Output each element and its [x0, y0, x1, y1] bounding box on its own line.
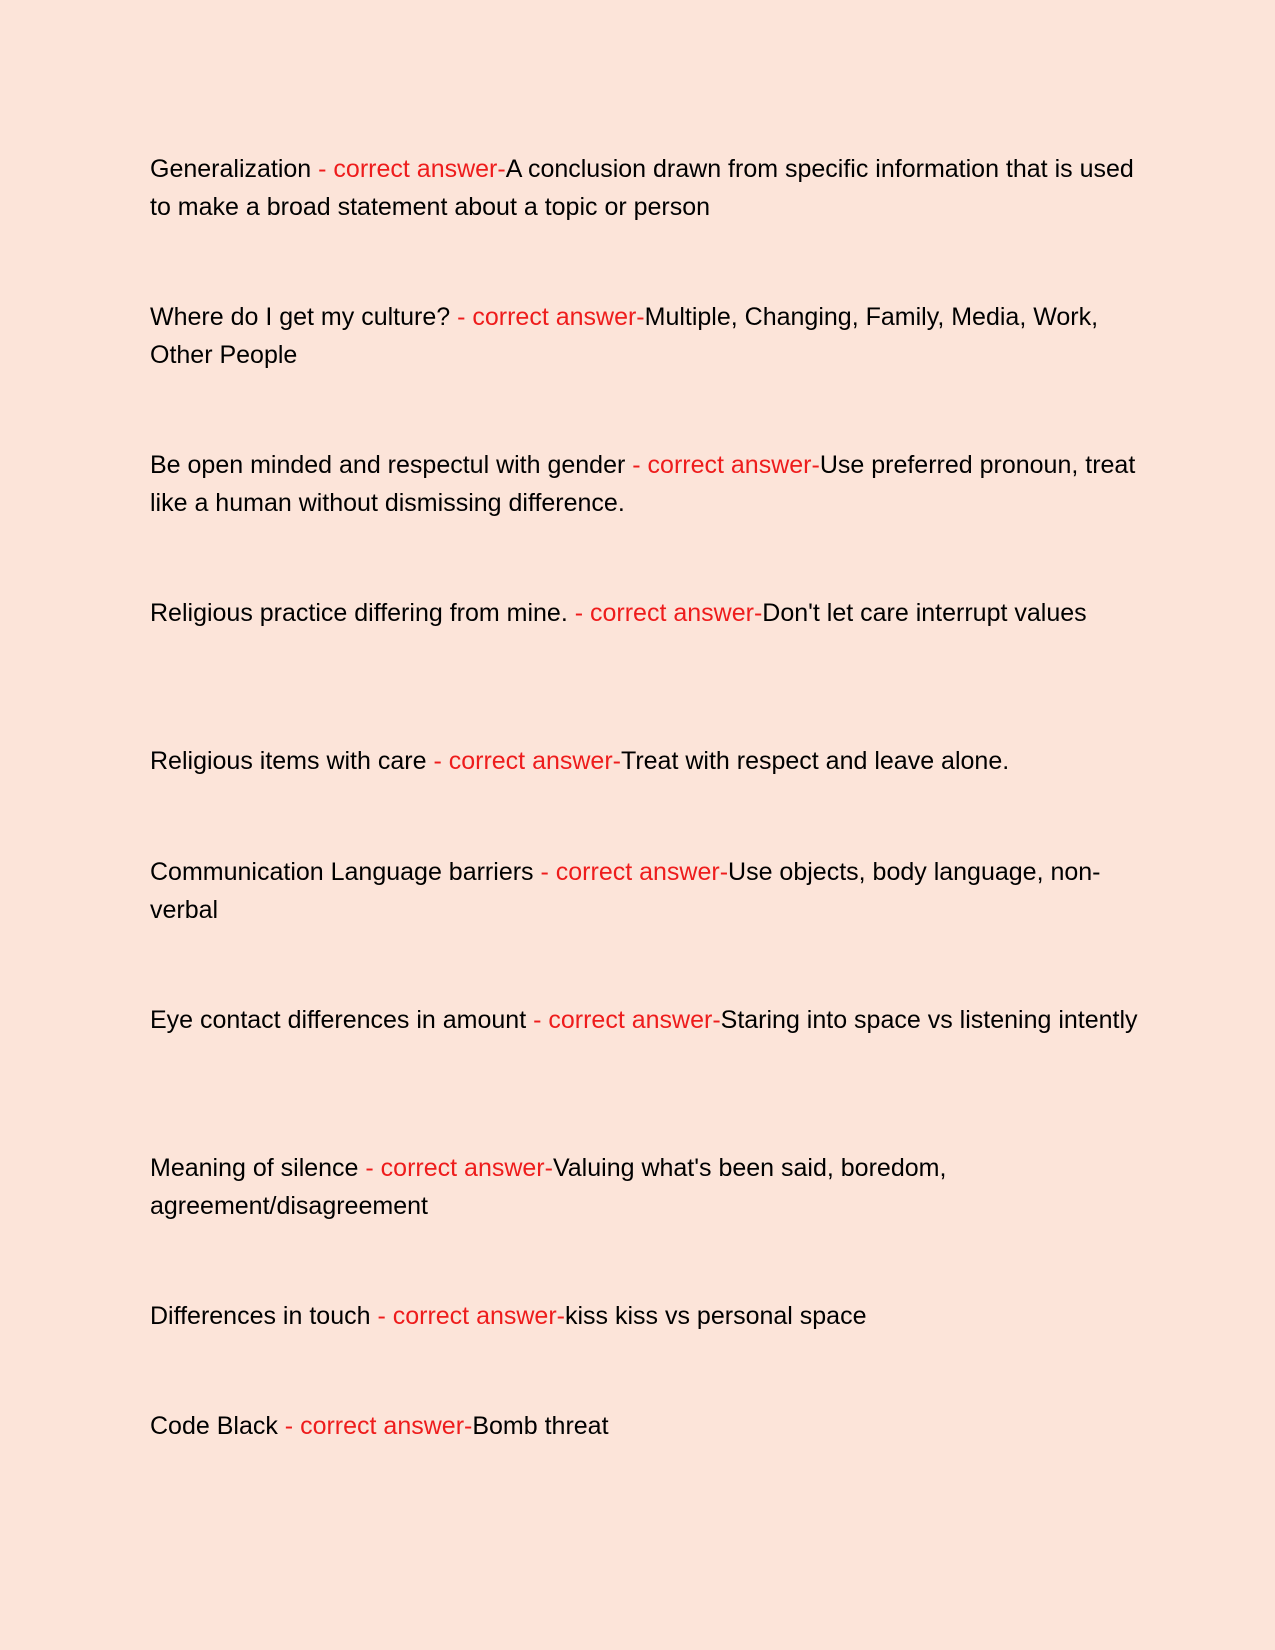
- qa-entry: [150, 1297, 1150, 1335]
- answer-text: Valuing what's been said, boredom, agreement/disagreement: [150, 1154, 947, 1220]
- answer-separator: - correct answer-: [358, 1154, 553, 1182]
- question-text: Code Black: [150, 1412, 278, 1440]
- answer-separator: - correct answer-: [526, 1006, 721, 1034]
- answer-separator: - correct answer-: [533, 858, 729, 886]
- answer-separator: - correct answer-: [370, 1302, 565, 1330]
- answer-text: Bomb threat: [472, 1412, 609, 1440]
- question-text: Be open minded and respectul with gender: [150, 451, 626, 479]
- qa-entry: [150, 853, 1150, 929]
- answer-text: Staring into space vs listening intently: [720, 1006, 1138, 1034]
- answer-separator: - correct answer-: [277, 1412, 473, 1440]
- question-text: Communication Language barriers: [150, 858, 534, 886]
- answer-separator: - correct answer-: [450, 303, 645, 331]
- answer-text: Multiple, Changing, Family, Media, Work, Other People: [150, 303, 1099, 369]
- qa-entry: [150, 1001, 1150, 1039]
- qa-entry: [150, 298, 1150, 374]
- qa-entry: [150, 150, 1150, 226]
- question-text: Meaning of silence: [150, 1154, 359, 1182]
- question-text: Eye contact differences in amount: [150, 1006, 527, 1034]
- qa-entry: [150, 742, 1150, 780]
- answer-text: Treat with respect and leave alone.: [620, 747, 1010, 775]
- question-text: Religious items with care: [150, 747, 427, 775]
- answer-text: A conclusion drawn from specific information that is used to make a broad statement about a topic or person: [150, 155, 1134, 221]
- answer-separator: - correct answer-: [426, 747, 621, 775]
- answer-text: Use preferred pronoun, treat like a human without dismissing difference.: [150, 451, 1136, 517]
- question-text: Generalization: [150, 155, 312, 183]
- answer-text: Don't let care interrupt values: [762, 599, 1087, 627]
- answer-text: Use objects, body language, non-verbal: [150, 858, 1101, 924]
- question-text: Differences in touch: [150, 1302, 371, 1330]
- answer-separator: - correct answer-: [567, 599, 763, 627]
- qa-entry: [150, 446, 1150, 522]
- answer-text: kiss kiss vs personal space: [564, 1302, 867, 1330]
- answer-separator: - correct answer-: [625, 451, 820, 479]
- question-text: Religious practice differing from mine.: [150, 599, 568, 627]
- question-text: Where do I get my culture?: [150, 303, 451, 331]
- answer-separator: - correct answer-: [311, 155, 506, 183]
- qa-entry: [150, 594, 1150, 632]
- qa-entry: [150, 1149, 1150, 1225]
- qa-entry: [150, 1407, 1150, 1445]
